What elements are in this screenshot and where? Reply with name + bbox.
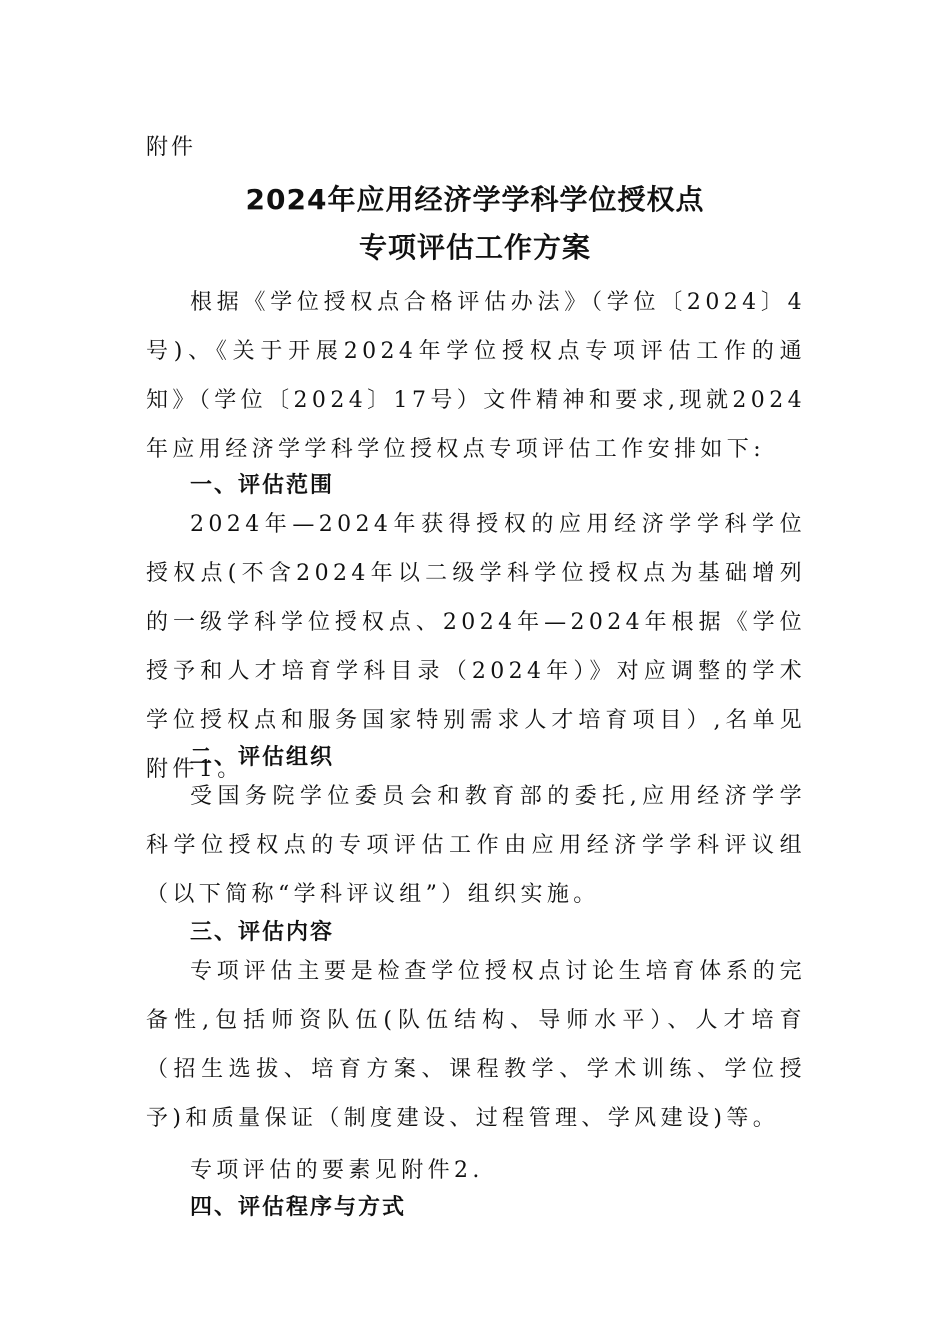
section-heading-scope: 一、评估范围: [190, 473, 335, 498]
section-heading-content: 三、评估内容: [190, 920, 335, 945]
document-title-line-1: 2024年应用经济学学科学位授权点: [245, 183, 705, 216]
intro-paragraph: 根据《学位授权点合格评估办法》（学位〔2024〕4号)、《关于开展2024年学位授权点专项评估工作的通知》（学位〔2024〕17号）文件精神和要求,现就2024年应用经济学学科学位授权点专项评估工作安排如下:: [146, 290, 806, 462]
document-title-line-2: 专项评估工作方案: [358, 231, 591, 264]
section-heading-organization: 二、评估组织: [190, 745, 335, 770]
section-paragraph-scope: 2024年—2024年获得授权的应用经济学学科学位授权点(不含2024年以二级学科学位授权点为基础增列的一级学科学位授权点、2024年—2024年根据《学位授予和人才培育学科目录（2024年）》对应调整的学术学位授权点和服务国家特别需求人才培育项目）,名单见附件1。: [146, 512, 806, 782]
section-paragraph-content: 专项评估主要是检查学位授权点讨论生培育体系的完备性,包括师资队伍(队伍结构、导师水平）、人才培育（招生选拔、培育方案、课程教学、学术训练、学位授予)和质量保证（制度建设、过程管理、学风建设)等。: [146, 959, 806, 1131]
section-paragraph-organization: 受国务院学位委员会和教育部的委托,应用经济学学科学位授权点的专项评估工作由应用经济学学科评议组（以下简称“学科评议组”）组织实施。: [146, 784, 806, 907]
attachment-label: 附件: [146, 135, 197, 160]
section-heading-procedure: 四、评估程序与方式: [190, 1195, 407, 1220]
section-paragraph-elements: 专项评估的要素见附件2.: [190, 1158, 484, 1183]
